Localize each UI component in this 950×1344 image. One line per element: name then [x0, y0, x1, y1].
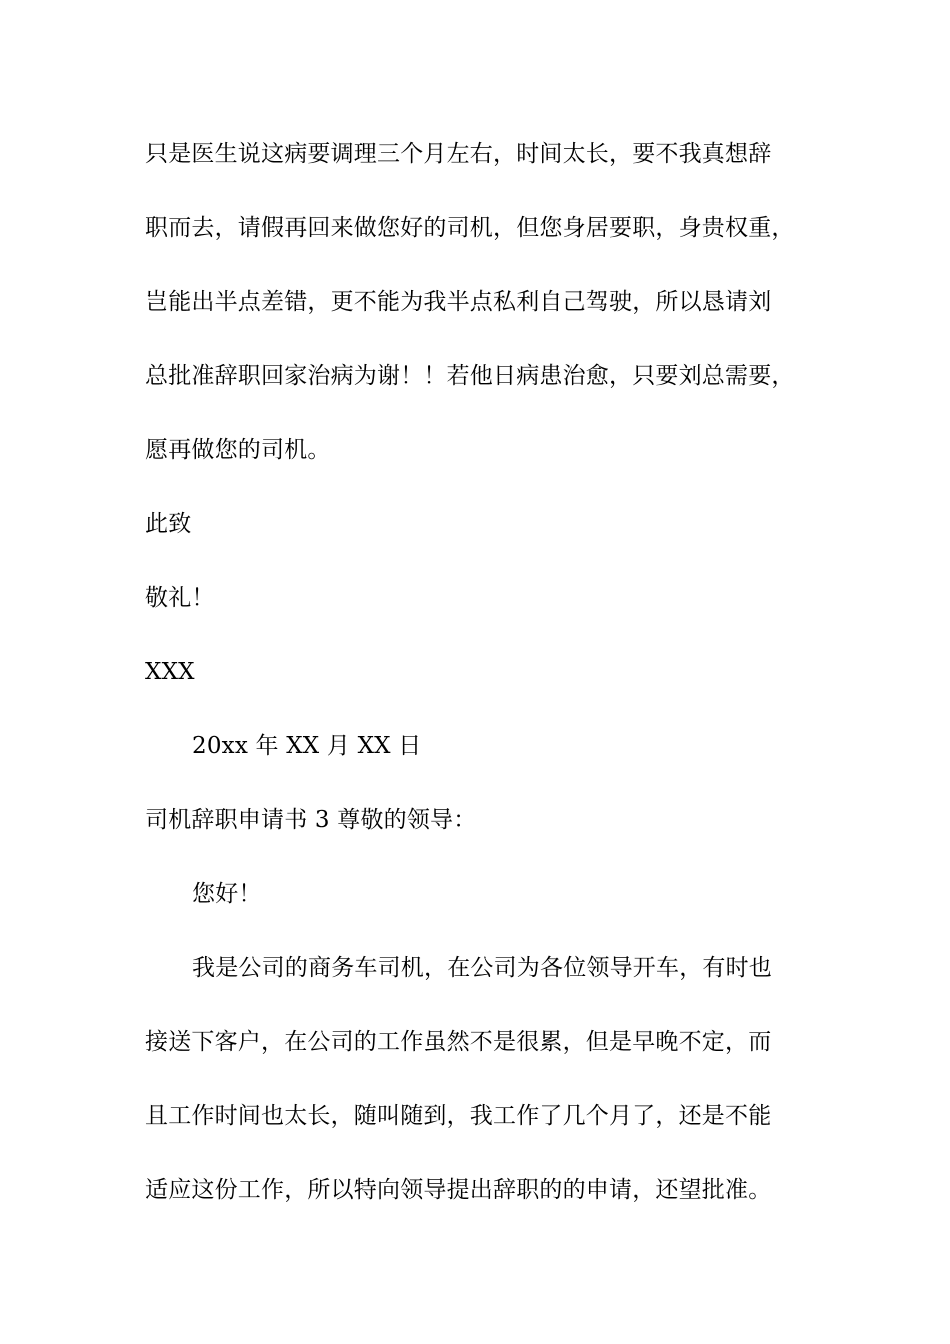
body-text-line: 只是医生说这病要调理三个月左右，时间太长，要不我真想辞 — [145, 141, 772, 167]
body-text-line: 职而去，请假再回来做您好的司机，但您身居要职，身贵权重， — [145, 215, 795, 241]
body-text-line: 岂能出半点差错，更不能为我半点私利自己驾驶，所以恳请刘 — [145, 289, 772, 315]
greeting: 您好！ — [192, 881, 262, 907]
body-text-line: 愿再做您的司机。 — [145, 437, 331, 463]
date-line: 20xx 年 XX 月 XX 日 — [192, 733, 422, 759]
body-text-line: 适应这份工作，所以特向领导提出辞职的的申请，还望批准。 — [145, 1177, 772, 1203]
body-text-line: 我是公司的商务车司机，在公司为各位领导开车，有时也 — [192, 955, 772, 981]
closing-regards: 敬礼！ — [145, 585, 215, 611]
body-text-line: 且工作时间也太长，随叫随到，我工作了几个月了，还是不能 — [145, 1103, 772, 1129]
closing-salutation: 此致 — [145, 511, 192, 537]
body-text-line: 接送下客户，在公司的工作虽然不是很累，但是早晚不定，而 — [145, 1029, 772, 1055]
signature: XXX — [145, 659, 195, 685]
body-text-line: 总批准辞职回家治病为谢！！若他日病患治愈，只要刘总需要， — [145, 363, 795, 389]
section-heading: 司机辞职申请书 3 尊敬的领导： — [145, 807, 477, 833]
